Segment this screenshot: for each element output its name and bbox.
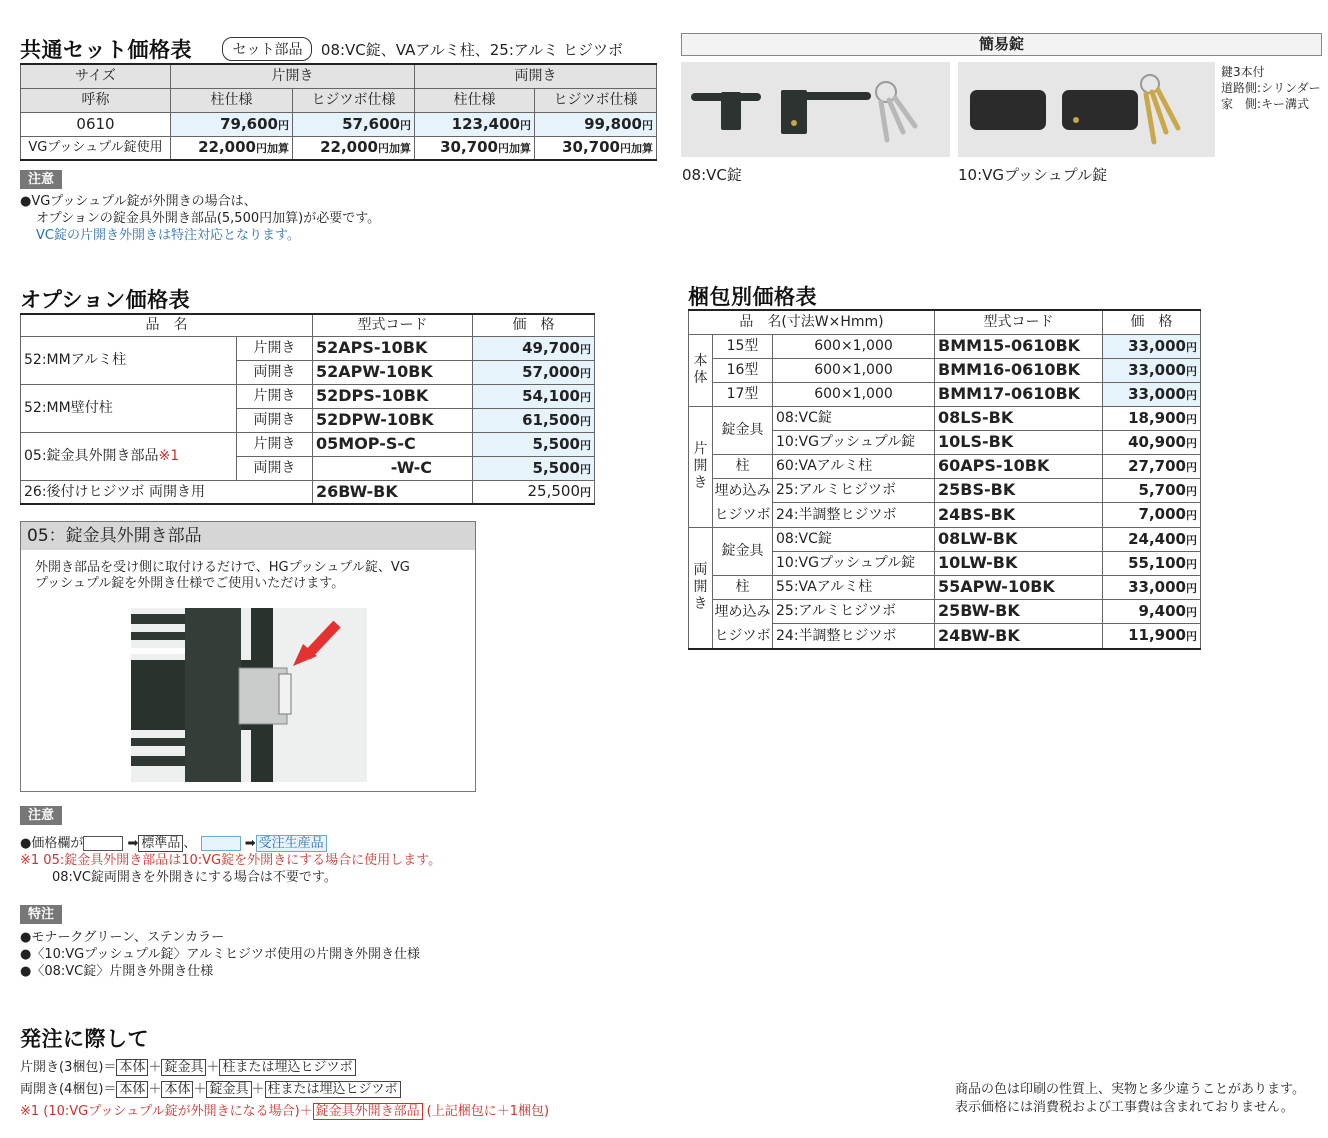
- table-row: 埋め込み ヒジツボ 25:アルミヒジツボ 25BS-BK 5,700円: [689, 478, 1201, 503]
- vc-lock-image: [681, 62, 950, 157]
- col-name: 呼称: [21, 88, 171, 112]
- table-row: 52:MMアルミ柱 片開き 52APS-10BK 49,700円: [21, 336, 595, 360]
- table-row: 10:VGプッシュプル錠 10LS-BK 40,900円: [689, 430, 1201, 454]
- table-row: 両開き 52DPW-10BK 61,500円: [21, 408, 595, 432]
- note-tag: 注意: [20, 170, 62, 189]
- col-double-pillar: 柱仕様: [415, 88, 535, 112]
- vg-lock-caption: 10:VGプッシュプル錠: [958, 166, 1108, 184]
- col-double-hiji: ヒジツボ仕様: [535, 88, 657, 112]
- table-row: 両開き -W-C 5,500円: [21, 456, 595, 480]
- table-row: 柱 55:VAアルミ柱 55APW-10BK 33,000円: [689, 575, 1201, 599]
- table-row: 17型 600×1,000 BMM17-0610BK 33,000円: [689, 382, 1201, 406]
- col-size: サイズ: [21, 64, 171, 88]
- vc-lock-caption: 08:VC錠: [682, 166, 742, 184]
- note-block-1: 注意 ●VGプッシュプル錠が外開きの場合は、 オプションの錠金具外開き部品(5,500円加算)が必要です。 VC錠の片開き外開きは特注対応となります。: [20, 172, 381, 243]
- table-row: 柱 60:VAアルミ柱 60APS-10BK 27,700円: [689, 454, 1201, 478]
- col-model-code: 型式コード: [313, 314, 473, 336]
- col-price: 価 格: [473, 314, 595, 336]
- standard-item-label: 標準品: [138, 835, 183, 852]
- vg-lock-icon: [958, 62, 1215, 157]
- option-price-table: [20, 313, 595, 505]
- set-table-header: [20, 34, 660, 64]
- table-row: 05:錠金具外開き部品※1 片開き 05MOP-S-C 5,500円: [21, 432, 595, 456]
- group-single: 片開き: [689, 406, 713, 527]
- order-lines: 片開き(3梱包)＝ 本体 ＋ 錠金具 ＋ 柱または埋込ヒジツボ 両開き(4梱包)＝ 本体 ＋ 本体 ＋ 錠金具 ＋ 柱または埋込ヒジツボ ※1 (10:VGプッシュプル錠が外開きになる場合)＋ 錠金具外開き部品 (上記梱包に＋1梱包): [20, 1060, 550, 1119]
- feature-tag: 特注: [20, 905, 62, 924]
- col-single-hiji: ヒジツボ仕様: [293, 88, 415, 112]
- table-row: 16型 600×1,000 BMM16-0610BK 33,000円: [689, 358, 1201, 382]
- col-double: 両開き: [415, 64, 657, 88]
- set-table-subtitle: 08:VC錠、VAアルミ柱、25:アルミ ヒジツボ: [320, 40, 624, 59]
- table-row: 24:半調整ヒジツボ 24BW-BK 11,900円: [689, 624, 1201, 649]
- col-single: 片開き: [171, 64, 415, 88]
- table-row: 両開き 52APW-10BK 57,000円: [21, 360, 595, 384]
- col-single-pillar: 柱仕様: [171, 88, 293, 112]
- option-table-title: オプション価格表: [20, 288, 191, 312]
- vc-lock-icon: [681, 62, 950, 157]
- packing-price-table: [688, 309, 1201, 650]
- table-row: 片開き 錠金具 08:VC錠 08LS-BK 18,900円: [689, 406, 1201, 430]
- order-title: 発注に際して: [20, 1027, 149, 1051]
- table-row: VGプッシュプル錠使用 22,000円加算 22,000円加算 30,700円加算 30,700円加算: [21, 136, 657, 160]
- vg-lock-image: [958, 62, 1215, 157]
- table-row: 52:MM壁付柱 片開き 52DPS-10BK 54,100円: [21, 384, 595, 408]
- set-price-table: [20, 63, 657, 161]
- table-row: 10:VGプッシュプル錠 10LW-BK 55,100円: [689, 551, 1201, 575]
- outward-part-illustration: [131, 608, 367, 782]
- note-block-2: 注意 ●価格欄が ➡ 標準品 、 ➡ 受注生産品 ※1 05:錠金具外開き部品は10:VG錠を外開きにする場合に使用します。 08:VC錠両開きを外開きにする場合は不要です。: [20, 808, 442, 885]
- col-item-name: 品 名(寸法W×Hmm): [689, 310, 935, 334]
- lock-spec: 鍵3本付 道路側:シリンダー 家 側:キー溝式: [1221, 65, 1321, 111]
- custom-features: 特注 ●モナークグリーン、ステンカラー ●〈10:VGプッシュプル錠〉アルミヒジツボ使用の片開き外開き仕様 ●〈08:VC錠〉片開き外開き仕様: [20, 907, 421, 979]
- part-box-title: 05：錠金具外開き部品: [21, 522, 475, 550]
- group-body: 本体: [689, 334, 713, 406]
- lock-section-title: 簡易錠: [681, 33, 1322, 56]
- table-row: 24:半調整ヒジツボ 24BS-BK 7,000円: [689, 503, 1201, 528]
- table-row: 0610 79,600円 57,600円 123,400円 99,800円: [21, 112, 657, 136]
- table-row: 両開き 錠金具 08:VC錠 08LW-BK 24,400円: [689, 527, 1201, 551]
- set-table-title: 共通セット価格表: [20, 38, 192, 62]
- table-row: 本体 15型 600×1,000 BMM15-0610BK 33,000円: [689, 334, 1201, 358]
- col-price: 価 格: [1103, 310, 1201, 334]
- disclaimer: 商品の色は印刷の性質上、実物と多少違うことがあります。 表示価格には消費税および工事費は含まれておりません。: [955, 1082, 1305, 1115]
- table-row: 埋め込み ヒジツボ 25:アルミヒジツボ 25BW-BK 9,400円: [689, 599, 1201, 624]
- note-tag: 注意: [20, 806, 62, 825]
- group-double: 両開き: [689, 527, 713, 649]
- made-to-order-label: 受注生産品: [256, 835, 327, 852]
- part-box: 05：錠金具外開き部品 外開き部品を受け側に取付けるだけで、HGプッシュプル錠、VG プッシュプル錠を外開き仕様でご使用いただけます。: [20, 521, 476, 792]
- set-parts-badge: セット部品: [222, 37, 312, 61]
- col-item-name: 品 名: [21, 314, 313, 336]
- col-model-code: 型式コード: [935, 310, 1103, 334]
- packing-table-title: 梱包別価格表: [688, 285, 817, 309]
- table-row: 26:後付けヒジツボ 両開き用 26BW-BK 25,500円: [21, 480, 595, 504]
